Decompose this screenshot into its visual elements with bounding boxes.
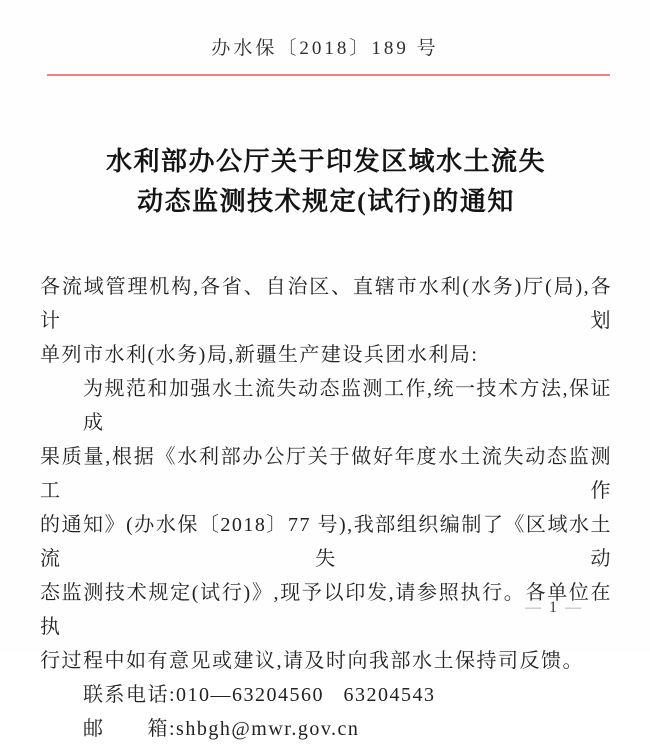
body-line-salutation-1: 各流域管理机构,各省、自治区、直辖市水利(水务)厅(局),各计划 [40, 276, 612, 332]
body-line-paragraph-4: 态监测技术规定(试行)》,现予以印发,请参照执行。各单位在执 [40, 582, 612, 638]
page-number-value: 1 [549, 599, 558, 616]
title-line-1: 水利部办公厅关于印发区域水土流失 [105, 147, 546, 176]
title-line-2: 动态监测技术规定(试行)的通知 [137, 187, 515, 216]
body-line-salutation-2: 单列市水利(水务)局,新疆生产建设兵团水利局: [40, 344, 479, 366]
document-title [40, 142, 612, 222]
document-number: 办水保〔2018〕189 号 [211, 38, 439, 59]
document-body [40, 270, 612, 746]
body-line-paragraph-2: 果质量,根据《水利部办公厅关于做好年度水土流失动态监测工作 [40, 446, 612, 502]
contact-email-line: 邮 箱:shbgh@mwr.gov.cn [83, 718, 360, 740]
body-line-paragraph-3: 的通知》(办水保〔2018〕77 号),我部组织编制了《区域水土流失动 [40, 514, 612, 570]
page-number [498, 581, 589, 635]
page-number-right-dash: — [565, 599, 582, 616]
body-line-paragraph-5: 行过程中如有意见或建议,请及时向我部水土保持司反馈。 [40, 650, 584, 672]
red-divider-line [47, 74, 610, 76]
page-number-left-dash: — [525, 599, 542, 616]
contact-phone-line: 联系电话:010—63204560 63204543 [83, 684, 436, 706]
body-line-paragraph-1: 为规范和加强水土流失动态监测工作,统一技术方法,保证成 [83, 378, 612, 434]
